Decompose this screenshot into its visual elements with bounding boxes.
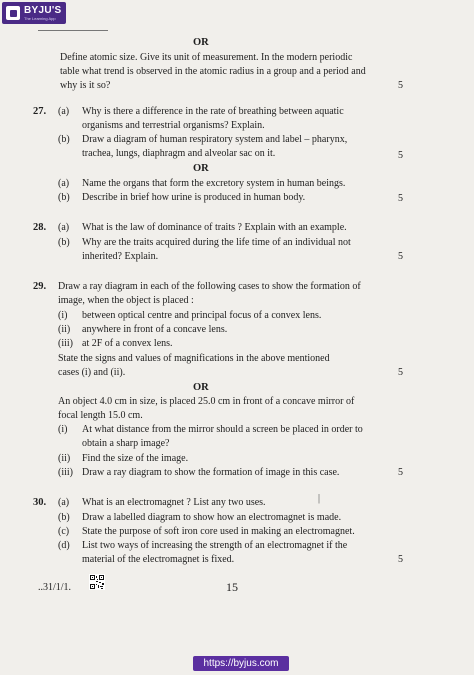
or-heading: OR [193, 382, 209, 393]
sub-label: (i) [58, 310, 68, 321]
marks: 5 [398, 193, 403, 204]
marks: 5 [398, 80, 403, 91]
or-heading: OR [193, 163, 209, 174]
text-line: Why are the traits acquired during the life time of an individual not [82, 237, 351, 248]
text-line: trachea, lungs, diaphragm and alveolar sac on it. [82, 148, 276, 159]
pencil-tick-mark: | [318, 493, 321, 504]
sub-label: (a) [58, 222, 70, 233]
text-line: Define atomic size. Give its unit of measurement. In the modern periodic [60, 52, 353, 63]
text-line: Draw a ray diagram in each of the following cases to show the formation of [58, 281, 361, 292]
text-line: cases (i) and (ii). [58, 367, 126, 378]
text-line: focal length 15.0 cm. [58, 410, 143, 421]
sub-label: (i) [58, 424, 68, 435]
text-line: What is an electromagnet ? List any two uses. [82, 497, 266, 508]
sub-label: (b) [58, 512, 70, 523]
text-line: State the signs and values of magnifications in the above mentioned [58, 353, 330, 364]
sub-label: (iii) [58, 467, 73, 478]
logo-tagline: The Learning App [24, 15, 56, 21]
sub-label: (ii) [58, 324, 71, 335]
text-line: material of the electromagnet is fixed. [82, 554, 235, 565]
top-rule [38, 30, 108, 31]
qr-code-icon [89, 574, 105, 590]
question-number: 28. [33, 222, 47, 233]
paper-code: ..31/1/1. [38, 582, 72, 593]
sub-label: (iii) [58, 338, 73, 349]
sub-label: (a) [58, 106, 70, 117]
sub-label: (c) [58, 526, 70, 537]
marks: 5 [398, 251, 403, 262]
question-number: 30. [33, 497, 47, 508]
sub-label: (ii) [58, 453, 71, 464]
text-line: Draw a diagram of human respiratory system and label – pharynx, [82, 134, 348, 145]
text-line: obtain a sharp image? [82, 438, 170, 449]
text-line: An object 4.0 cm in size, is placed 25.0 cm in front of a concave mirror of [58, 396, 355, 407]
sub-label: (b) [58, 192, 70, 203]
or-heading: OR [193, 37, 209, 48]
sub-label: (a) [58, 178, 70, 189]
byjus-url-link[interactable]: https://byjus.com [193, 656, 289, 671]
text-line: at 2F of a convex lens. [82, 338, 173, 349]
byjus-logo [2, 2, 66, 24]
logo-mark-icon [6, 6, 20, 20]
text-line: image, when the object is placed : [58, 295, 194, 306]
text-line: Why is there a difference in the rate of breathing between aquatic [82, 106, 344, 117]
text-line: table what trend is observed in the atomic radius in a group and a period and [60, 66, 366, 77]
text-line: Draw a labelled diagram to show how an electromagnet is made. [82, 512, 342, 523]
text-line: Describe in brief how urine is produced in human body. [82, 192, 306, 203]
marks: 5 [398, 367, 403, 378]
text-line: between optical centre and principal focus of a convex lens. [82, 310, 322, 321]
sub-label: (d) [58, 540, 70, 551]
logo-name: BYJU'S [24, 4, 62, 16]
marks: 5 [398, 467, 403, 478]
text-line: State the purpose of soft iron core used in making an electromagnet. [82, 526, 355, 537]
text-line: why is it so? [60, 80, 111, 91]
sub-label: (a) [58, 497, 70, 508]
text-line: organisms and terrestrial organisms? Explain. [82, 120, 265, 131]
question-number: 29. [33, 281, 47, 292]
text-line: Name the organs that form the excretory system in human beings. [82, 178, 346, 189]
text-line: List two ways of increasing the strength of an electromagnet if the [82, 540, 348, 551]
text-line: anywhere in front of a concave lens. [82, 324, 228, 335]
marks: 5 [398, 554, 403, 565]
sub-label: (b) [58, 134, 70, 145]
sub-label: (b) [58, 237, 70, 248]
text-line: Draw a ray diagram to show the formation of image in this case. [82, 467, 340, 478]
text-line: What is the law of dominance of traits ? Explain with an example. [82, 222, 347, 233]
text-line: Find the size of the image. [82, 453, 189, 464]
text-line: At what distance from the mirror should a screen be placed in order to [82, 424, 363, 435]
question-number: 27. [33, 106, 47, 117]
text-line: inherited? Explain. [82, 251, 159, 262]
marks: 5 [398, 150, 403, 161]
page-number: 15 [226, 580, 238, 594]
